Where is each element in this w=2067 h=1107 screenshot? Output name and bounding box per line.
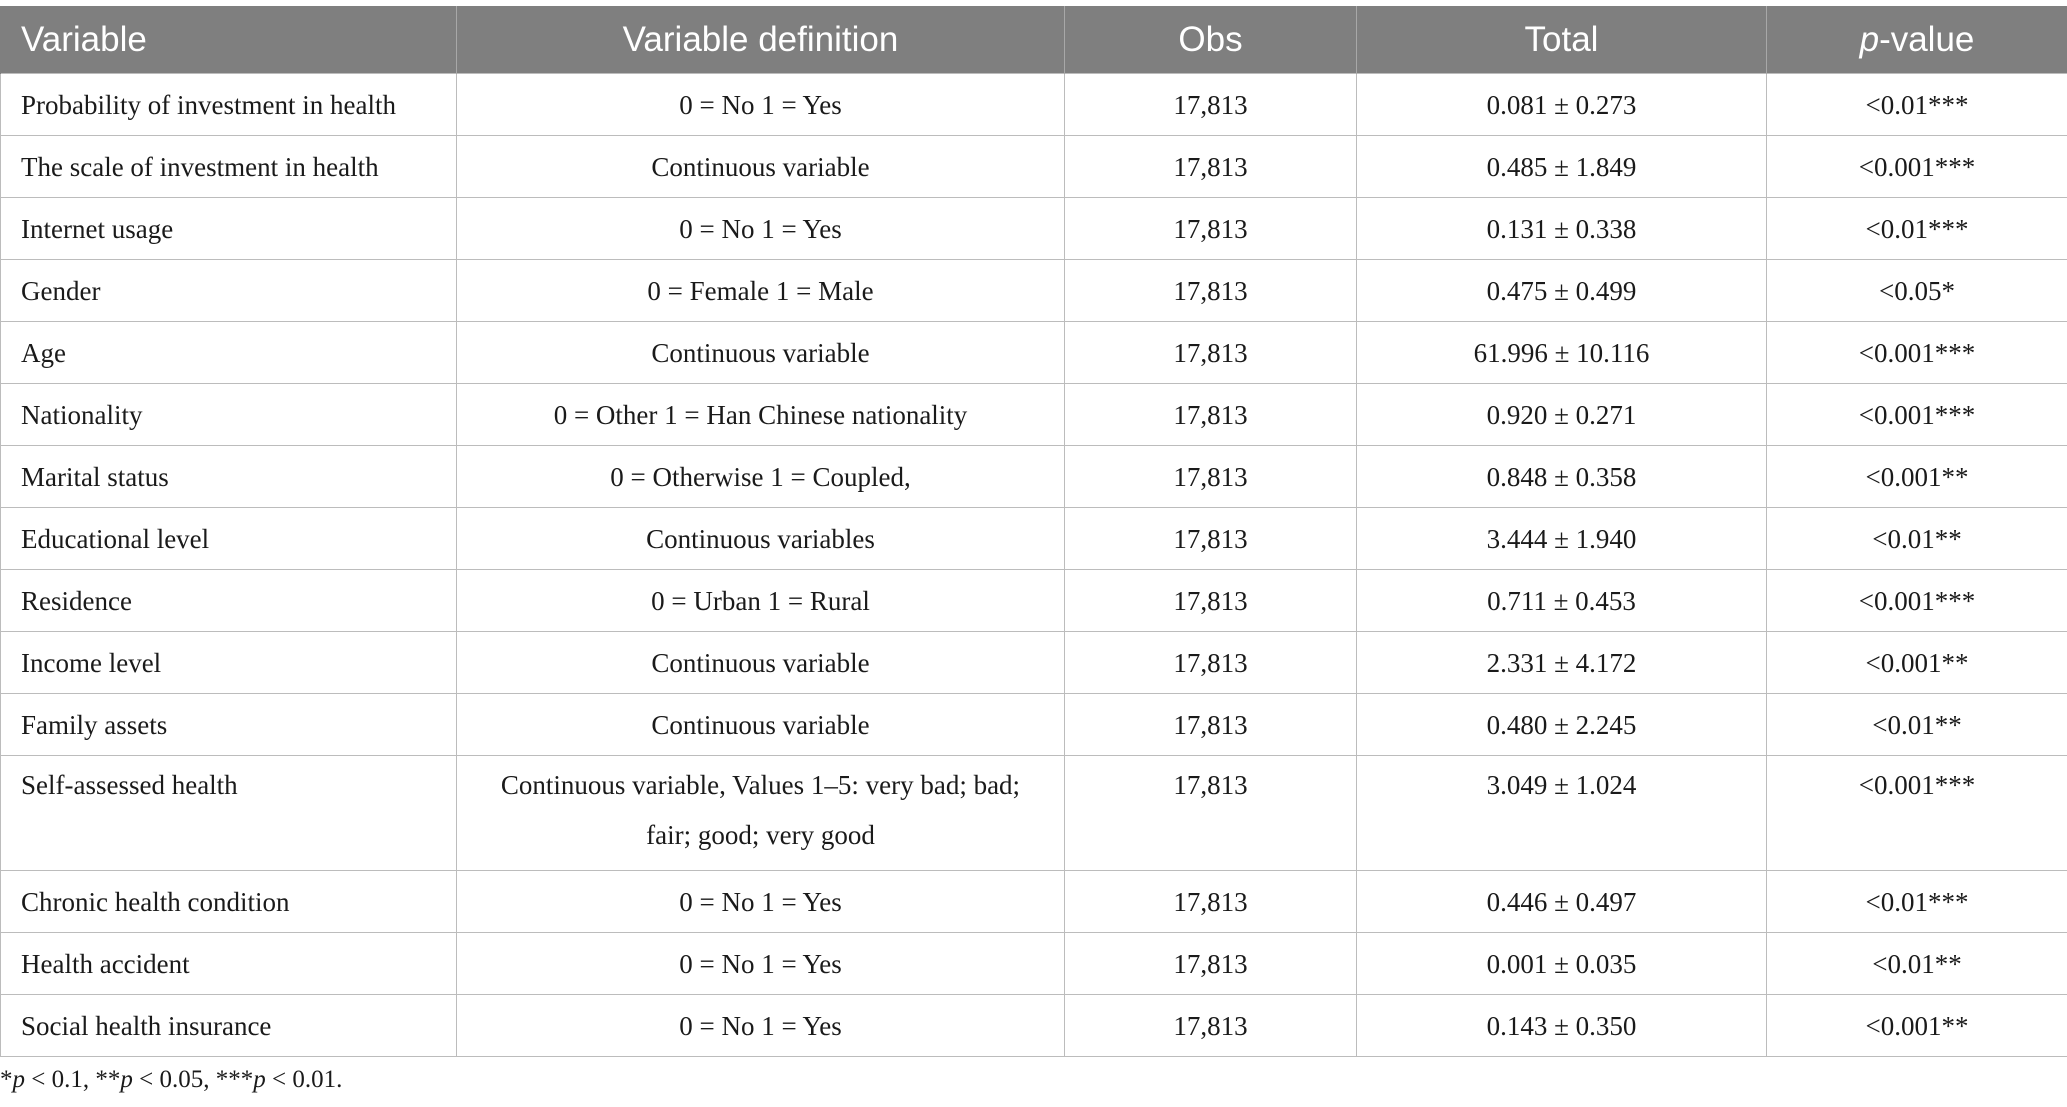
table-row xyxy=(1,260,2067,322)
cell-definition: 0 = Other 1 = Han Chinese nationality xyxy=(457,384,1065,446)
table-row xyxy=(1,446,2067,508)
table-row xyxy=(1,570,2067,632)
header-pvalue-italic: p xyxy=(1859,19,1880,59)
table-row xyxy=(1,995,2067,1057)
cell-variable: The scale of investment in health xyxy=(1,136,457,198)
cell-pvalue: <0.001*** xyxy=(1767,756,2067,871)
cell-total: 0.143 ± 0.350 xyxy=(1357,995,1767,1057)
table-row xyxy=(1,871,2067,933)
cell-pvalue: <0.001** xyxy=(1767,446,2067,508)
cell-variable: Family assets xyxy=(1,694,457,756)
cell-obs: 17,813 xyxy=(1065,322,1357,384)
header-total: Total xyxy=(1357,6,1767,74)
cell-pvalue: <0.001*** xyxy=(1767,570,2067,632)
table-row xyxy=(1,508,2067,570)
footnote-text: * xyxy=(0,1066,13,1093)
cell-obs: 17,813 xyxy=(1065,198,1357,260)
cell-total: 61.996 ± 10.116 xyxy=(1357,322,1767,384)
table-row xyxy=(1,198,2067,260)
table-row xyxy=(1,756,2067,871)
cell-definition: 0 = No 1 = Yes xyxy=(457,74,1065,136)
table-row xyxy=(1,384,2067,446)
cell-definition: 0 = No 1 = Yes xyxy=(457,995,1065,1057)
cell-definition: 0 = Otherwise 1 = Coupled, xyxy=(457,446,1065,508)
cell-total: 2.331 ± 4.172 xyxy=(1357,632,1767,694)
cell-total: 0.920 ± 0.271 xyxy=(1357,384,1767,446)
cell-pvalue: <0.001*** xyxy=(1767,136,2067,198)
cell-variable: Chronic health condition xyxy=(1,871,457,933)
footnote-p-symbol: p xyxy=(253,1066,266,1093)
table-body xyxy=(1,74,2067,1057)
footnote-p-symbol: p xyxy=(12,1066,25,1093)
cell-variable: Income level xyxy=(1,632,457,694)
cell-pvalue: <0.01*** xyxy=(1767,74,2067,136)
cell-obs: 17,813 xyxy=(1065,570,1357,632)
cell-obs: 17,813 xyxy=(1065,933,1357,995)
header-row xyxy=(1,6,2067,74)
header-pvalue xyxy=(1767,6,2067,74)
table-row xyxy=(1,632,2067,694)
cell-variable: Health accident xyxy=(1,933,457,995)
table-header xyxy=(1,6,2067,74)
header-variable: Variable xyxy=(1,6,457,74)
cell-total: 0.475 ± 0.499 xyxy=(1357,260,1767,322)
cell-definition: 0 = Urban 1 = Rural xyxy=(457,570,1065,632)
table-row xyxy=(1,694,2067,756)
cell-obs: 17,813 xyxy=(1065,756,1357,871)
cell-pvalue: <0.001** xyxy=(1767,995,2067,1057)
cell-variable: Internet usage xyxy=(1,198,457,260)
footnote-text: < 0.05, *** xyxy=(132,1066,254,1093)
cell-obs: 17,813 xyxy=(1065,384,1357,446)
cell-variable: Educational level xyxy=(1,508,457,570)
cell-total: 3.444 ± 1.940 xyxy=(1357,508,1767,570)
cell-variable: Residence xyxy=(1,570,457,632)
header-pvalue-rest: -value xyxy=(1879,19,1975,59)
table-row xyxy=(1,74,2067,136)
table-container xyxy=(0,6,2067,1057)
cell-total: 0.848 ± 0.358 xyxy=(1357,446,1767,508)
cell-variable: Marital status xyxy=(1,446,457,508)
cell-total: 3.049 ± 1.024 xyxy=(1357,756,1767,871)
cell-obs: 17,813 xyxy=(1065,694,1357,756)
cell-obs: 17,813 xyxy=(1065,995,1357,1057)
cell-variable: Nationality xyxy=(1,384,457,446)
cell-definition: Continuous variable xyxy=(457,694,1065,756)
footnote-text: < 0.01. xyxy=(265,1066,343,1093)
cell-variable: Gender xyxy=(1,260,457,322)
table-row xyxy=(1,136,2067,198)
cell-total: 0.446 ± 0.497 xyxy=(1357,871,1767,933)
cell-obs: 17,813 xyxy=(1065,871,1357,933)
cell-variable: Age xyxy=(1,322,457,384)
cell-obs: 17,813 xyxy=(1065,632,1357,694)
cell-definition: Continuous variable xyxy=(457,322,1065,384)
footnote-text: < 0.1, ** xyxy=(25,1066,121,1093)
cell-variable: Self-assessed health xyxy=(1,756,457,871)
cell-definition: 0 = No 1 = Yes xyxy=(457,871,1065,933)
header-obs: Obs xyxy=(1065,6,1357,74)
cell-pvalue: <0.01** xyxy=(1767,508,2067,570)
cell-obs: 17,813 xyxy=(1065,260,1357,322)
cell-obs: 17,813 xyxy=(1065,74,1357,136)
cell-pvalue: <0.001*** xyxy=(1767,322,2067,384)
cell-definition: Continuous variables xyxy=(457,508,1065,570)
cell-obs: 17,813 xyxy=(1065,446,1357,508)
cell-total: 0.131 ± 0.338 xyxy=(1357,198,1767,260)
cell-definition: 0 = Female 1 = Male xyxy=(457,260,1065,322)
cell-total: 0.711 ± 0.453 xyxy=(1357,570,1767,632)
cell-total: 0.081 ± 0.273 xyxy=(1357,74,1767,136)
cell-definition: Continuous variable xyxy=(457,136,1065,198)
cell-definition: 0 = No 1 = Yes xyxy=(457,933,1065,995)
cell-pvalue: <0.01*** xyxy=(1767,871,2067,933)
cell-obs: 17,813 xyxy=(1065,508,1357,570)
header-definition: Variable definition xyxy=(457,6,1065,74)
cell-total: 0.485 ± 1.849 xyxy=(1357,136,1767,198)
footnote-p-symbol: p xyxy=(120,1066,133,1093)
cell-total: 0.001 ± 0.035 xyxy=(1357,933,1767,995)
cell-pvalue: <0.01** xyxy=(1767,694,2067,756)
cell-pvalue: <0.001*** xyxy=(1767,384,2067,446)
cell-definition xyxy=(457,756,1065,871)
data-table xyxy=(0,6,2067,1057)
cell-definition-line: fair; good; very good xyxy=(646,820,875,850)
table-footnote xyxy=(0,1066,342,1094)
cell-definition: Continuous variable xyxy=(457,632,1065,694)
cell-pvalue: <0.01*** xyxy=(1767,198,2067,260)
cell-pvalue: <0.01** xyxy=(1767,933,2067,995)
cell-pvalue: <0.001** xyxy=(1767,632,2067,694)
cell-total: 0.480 ± 2.245 xyxy=(1357,694,1767,756)
cell-variable: Probability of investment in health xyxy=(1,74,457,136)
cell-pvalue: <0.05* xyxy=(1767,260,2067,322)
cell-obs: 17,813 xyxy=(1065,136,1357,198)
cell-variable: Social health insurance xyxy=(1,995,457,1057)
table-row xyxy=(1,933,2067,995)
cell-definition-line: Continuous variable, Values 1–5: very bad; bad; xyxy=(500,770,1021,800)
table-row xyxy=(1,322,2067,384)
cell-definition: 0 = No 1 = Yes xyxy=(457,198,1065,260)
